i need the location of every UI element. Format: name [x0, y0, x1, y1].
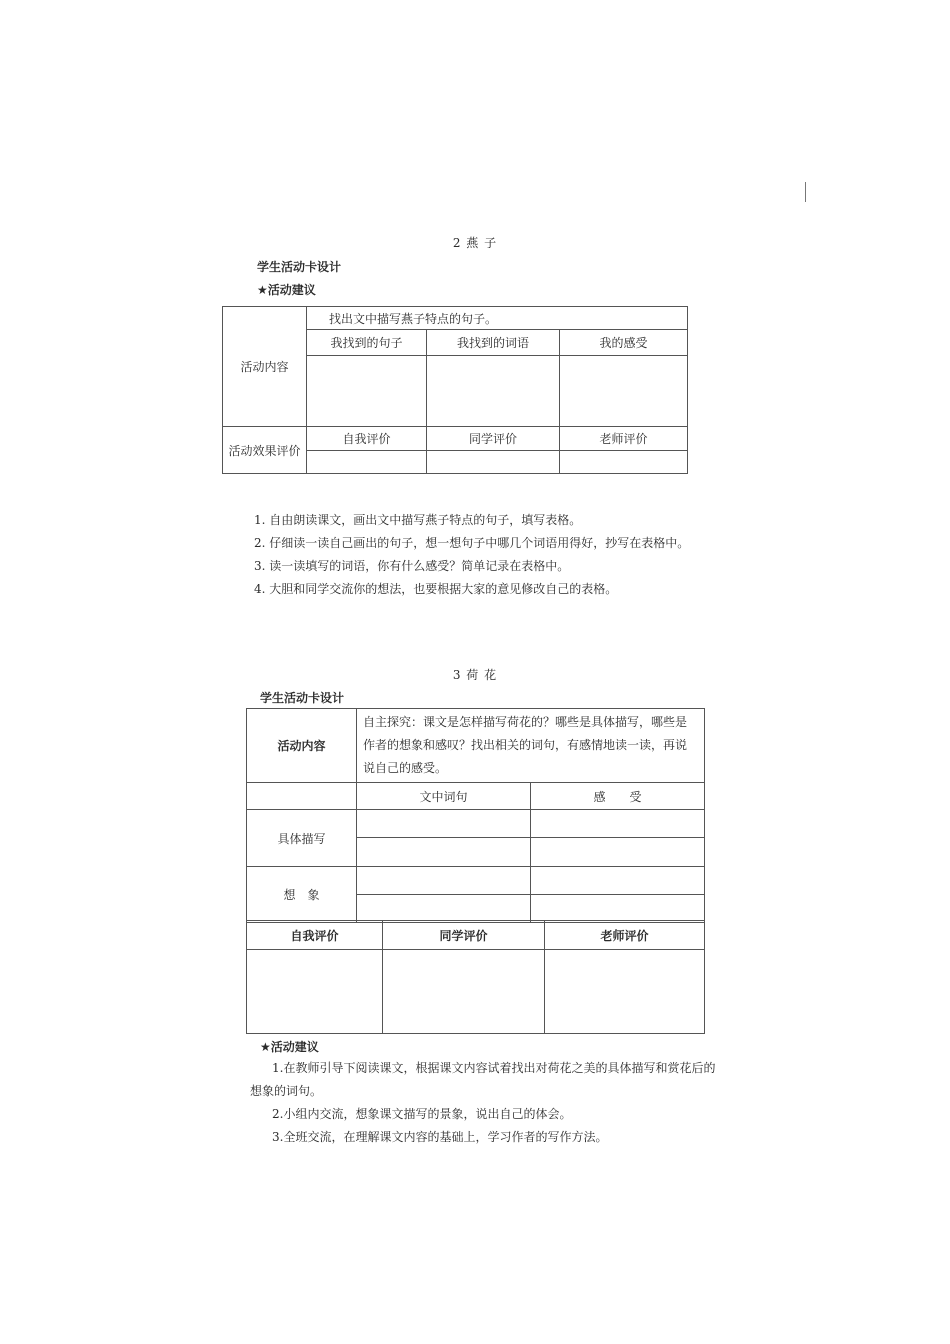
section1-eval-peer: 同学评价: [427, 427, 560, 451]
section1-cell-sentences: [307, 356, 427, 427]
section1-eval-teacher-cell: [560, 451, 688, 474]
section2-col-feel: 感 受: [531, 783, 705, 810]
section1-row-label-content: 活动内容: [223, 307, 307, 427]
section1-col-words: 我找到的词语: [427, 330, 560, 356]
section2-cell: [357, 838, 531, 867]
section1-subtitle: 学生活动卡设计: [257, 260, 342, 274]
section2-eval-teacher-cell: [545, 950, 705, 1034]
section2-title: 3 荷 花: [452, 668, 498, 682]
section2-suggestion-list: [250, 1057, 720, 1149]
section2-eval-peer-cell: [383, 950, 545, 1034]
margin-mark: [805, 182, 806, 202]
section1-suggestion-heading: ★活动建议: [257, 283, 316, 297]
section2-eval-table: [246, 920, 705, 1034]
section1-suggestion-list: [254, 509, 689, 601]
section2-cell: [357, 810, 531, 838]
section2-cell: [531, 810, 705, 838]
section2-eval-peer: 同学评价: [383, 921, 545, 950]
section2-eval-self-cell: [247, 950, 383, 1034]
section1-suggestion-item: 4. 大胆和同学交流你的想法，也要根据大家的意见修改自己的表格。: [254, 582, 618, 596]
section2-header-blank: [247, 783, 357, 810]
section2-col-words: 文中词句: [357, 783, 531, 810]
section2-suggestion-item: 3.全班交流，在理解课文内容的基础上，学习作者的写作方法。: [272, 1130, 608, 1144]
section2-suggestion-heading: ★活动建议: [260, 1040, 319, 1054]
section2-cell: [357, 867, 531, 895]
section1-activity-table: [222, 306, 688, 474]
section2-cell: [531, 895, 705, 923]
section1-eval-teacher: 老师评价: [560, 427, 688, 451]
section2-row-label-content: 活动内容: [247, 709, 357, 783]
section2-row-imagine: 想 象: [247, 867, 357, 923]
section2-suggestion-item: 1.在教师引导下阅读课文，根据课文内容试着找出对荷花之美的具体描写和赏花后的想象的词句。: [250, 1061, 716, 1098]
section2-cell: [531, 838, 705, 867]
section2-eval-self: 自我评价: [247, 921, 383, 950]
section1-cell-feelings: [560, 356, 688, 427]
section1-eval-peer-cell: [427, 451, 560, 474]
section2-cell: [357, 895, 531, 923]
section1-col-sentences: 我找到的句子: [307, 330, 427, 356]
section2-eval-teacher: 老师评价: [545, 921, 705, 950]
section1-task: 找出文中描写燕子特点的句子。: [307, 307, 688, 330]
section1-suggestion-item: 3. 读一读填写的词语，你有什么感受？简单记录在表格中。: [254, 559, 570, 573]
section1-suggestion-item: 2. 仔细读一读自己画出的句子，想一想句子中哪几个词语用得好，抄写在表格中。: [254, 536, 690, 550]
section2-task: 自主探究：课文是怎样描写荷花的？哪些是具体描写，哪些是作者的想象和感叹？找出相关的词句，有感情地读一读，再说说自己的感受。: [357, 709, 705, 783]
section2-activity-table: [246, 708, 705, 923]
section1-title: 2 燕 子: [452, 236, 498, 250]
section1-eval-self: 自我评价: [307, 427, 427, 451]
section2-subtitle: 学生活动卡设计: [260, 691, 345, 705]
section1-suggestion-item: 1. 自由朗读课文，画出文中描写燕子特点的句子，填写表格。: [254, 513, 582, 527]
section1-eval-self-cell: [307, 451, 427, 474]
section2-row-specific: 具体描写: [247, 810, 357, 867]
section2-suggestion-item: 2.小组内交流，想象课文描写的景象，说出自己的体会。: [272, 1107, 572, 1121]
section1-cell-words: [427, 356, 560, 427]
section2-cell: [531, 867, 705, 895]
section1-col-feelings: 我的感受: [560, 330, 688, 356]
section1-row-label-eval: 活动效果评价: [223, 427, 307, 474]
